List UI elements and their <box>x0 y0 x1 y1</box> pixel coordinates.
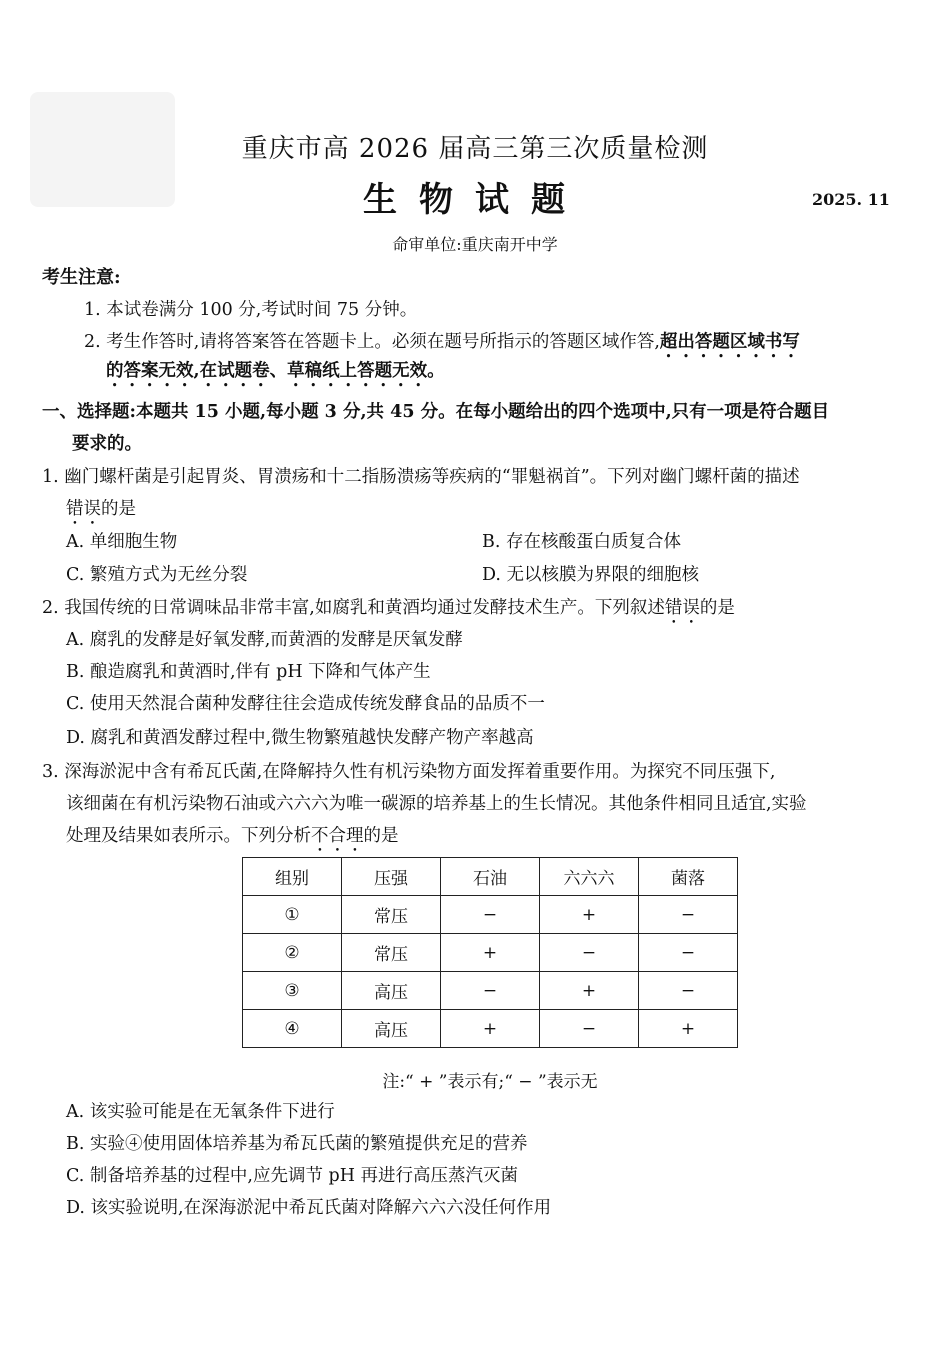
q1-emphasis: 错误 <box>66 499 101 519</box>
table-cell: − <box>639 934 738 972</box>
q3-option-c: C. 制备培养基的过程中,应先调节 pH 再进行高压蒸汽灭菌 <box>66 1166 519 1186</box>
q2-option-a: A. 腐乳的发酵是好氧发酵,而黄酒的发酵是厌氧发酵 <box>66 630 463 650</box>
q2-option-d: D. 腐乳和黄酒发酵过程中,微生物繁殖越快发酵产物产率越高 <box>66 728 534 748</box>
section-1-heading-cont: 要求的。 <box>72 434 142 454</box>
section-1-heading: 一、选择题:本题共 15 小题,每小题 3 分,共 45 分。在每小题给出的四个选项中,只有一项是符合题目 <box>42 402 830 422</box>
subject-title: 生物试题 <box>363 180 587 220</box>
table-header-cell: 石油 <box>441 858 540 896</box>
table-cell: 常压 <box>342 934 441 972</box>
exam-title: 重庆市高 2026 届高三第三次质量检测 <box>241 134 709 164</box>
q2-stem-end: 的是 <box>699 598 735 618</box>
table-cell: ① <box>243 896 342 934</box>
table-cell: ③ <box>243 972 342 1010</box>
q1-option-b: B. 存在核酸蛋白质复合体 <box>482 532 681 552</box>
q1-option-c: C. 繁殖方式为无丝分裂 <box>66 565 248 585</box>
table-cell: 常压 <box>342 896 441 934</box>
table-header-cell: 压强 <box>342 858 441 896</box>
notice-item-2-text: 2. 考生作答时,请将答案答在答题卡上。必须在题号所指示的答题区域作答, <box>84 332 660 352</box>
q3-emphasis: 不合理 <box>311 826 364 846</box>
table-header-cell: 菌落 <box>639 858 738 896</box>
table-cell: − <box>639 972 738 1010</box>
table-cell: − <box>639 896 738 934</box>
table-cell: + <box>441 934 540 972</box>
q3-results-table <box>242 857 738 1048</box>
setting-unit: 命审单位:重庆南开中学 <box>392 235 558 254</box>
table-cell: ② <box>243 934 342 972</box>
table-header-cell: 组别 <box>243 858 342 896</box>
q3-option-d: D. 该实验说明,在深海淤泥中希瓦氏菌对降解六六六没任何作用 <box>66 1198 552 1218</box>
exam-date: 2025. 11 <box>812 190 890 209</box>
q3-stem-line-2: 该细菌在有机污染物石油或六六六为唯一碳源的培养基上的生长情况。其他条件相同且适宜,实验 <box>66 794 807 814</box>
table-cell: 高压 <box>342 972 441 1010</box>
q1-option-a: A. 单细胞生物 <box>66 532 178 552</box>
table-cell: ④ <box>243 1010 342 1048</box>
notice-item-2-emphasis: 超出答题区域书写 <box>659 332 800 352</box>
q2-stem-text: 2. 我国传统的日常调味品非常丰富,如腐乳和黄酒均通过发酵技术生产。下列叙述 <box>42 598 665 618</box>
table-cell: − <box>540 934 639 972</box>
q3-stem-line-3 <box>66 822 399 856</box>
table-header-row <box>243 858 738 896</box>
notice-heading: 考生注意: <box>42 267 121 288</box>
table-cell: + <box>639 1010 738 1048</box>
table-cell: − <box>540 1010 639 1048</box>
q2-option-c: C. 使用天然混合菌种发酵往往会造成传统发酵食品的品质不一 <box>66 694 545 714</box>
q3-option-b: B. 实验④使用固体培养基为希瓦氏菌的繁殖提供充足的营养 <box>66 1134 528 1154</box>
table-row <box>243 934 738 972</box>
notice-item-2-line-2: 的答案无效,在试题卷、草稿纸上答题无效。 <box>106 361 445 381</box>
q1-stem-line-2 <box>66 495 136 529</box>
q1-stem-line-1: 1. 幽门螺杆菌是引起胃炎、胃溃疡和十二指肠溃疡等疾病的“罪魁祸首”。下列对幽门螺杆菌的描述 <box>42 467 800 487</box>
table-cell: − <box>441 972 540 1010</box>
table-cell: 高压 <box>342 1010 441 1048</box>
table-row <box>243 896 738 934</box>
q2-stem <box>42 594 735 628</box>
table-row <box>243 972 738 1010</box>
table-cell: + <box>540 896 639 934</box>
table-cell: − <box>441 896 540 934</box>
q1-stem-end: 的是 <box>101 499 136 519</box>
q3-option-a: A. 该实验可能是在无氧条件下进行 <box>66 1102 335 1122</box>
table-cell: + <box>540 972 639 1010</box>
table-cell: + <box>441 1010 540 1048</box>
table-note: 注:“ + ”表示有;“ − ”表示无 <box>382 1072 598 1092</box>
q3-stem-text: 处理及结果如表所示。下列分析 <box>66 826 311 846</box>
table-header-cell: 六六六 <box>540 858 639 896</box>
table-row <box>243 1010 738 1048</box>
q3-stem-end: 的是 <box>363 826 399 846</box>
q1-option-d: D. 无以核膜为界限的细胞核 <box>482 565 700 585</box>
q3-stem-line-1: 3. 深海淤泥中含有希瓦氏菌,在降解持久性有机污染物方面发挥着重要作用。为探究不同压强下, <box>42 762 776 782</box>
notice-item-1: 1. 本试卷满分 100 分,考试时间 75 分钟。 <box>84 300 418 320</box>
q2-option-b: B. 酿造腐乳和黄酒时,伴有 pH 下降和气体产生 <box>66 662 431 682</box>
q2-emphasis: 错误 <box>664 598 700 618</box>
